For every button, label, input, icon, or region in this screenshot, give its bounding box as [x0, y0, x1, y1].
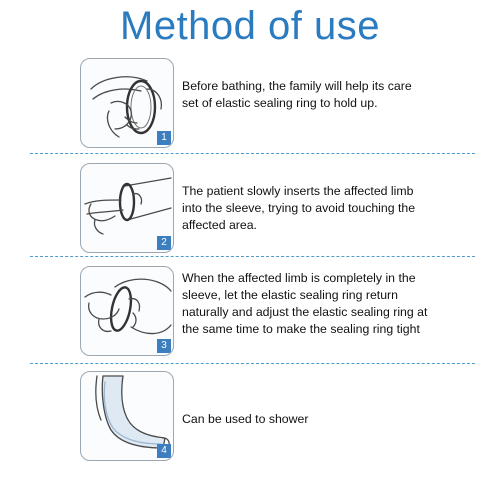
step-4-description: Can be used to shower	[182, 412, 309, 426]
step-2-description: The patient slowly inserts the affected limb into the sleeve, trying to avoid touching the affected area.	[182, 184, 416, 232]
step-4-number-badge: 4	[157, 444, 171, 458]
step-1-description: Before bathing, the family will help its care set of elastic sealing ring to hold up.	[182, 79, 412, 110]
step-divider	[30, 153, 475, 154]
step-divider	[30, 256, 475, 257]
step-2-number-badge: 2	[157, 236, 171, 250]
step-1-illustration	[80, 58, 174, 148]
page-title: Method of use	[120, 4, 380, 48]
step-2-illustration	[80, 163, 174, 253]
step-3-number-badge: 3	[157, 339, 171, 353]
step-divider	[30, 363, 475, 364]
step-3-illustration	[80, 266, 174, 356]
step-3-description: When the affected limb is completely in the sleeve, let the elastic sealing ring return naturally and adjust the elastic sealing ring at the same time to make the sealing ring tight	[182, 271, 428, 336]
step-1-number-badge: 1	[157, 131, 171, 145]
step-4-illustration	[80, 371, 174, 461]
